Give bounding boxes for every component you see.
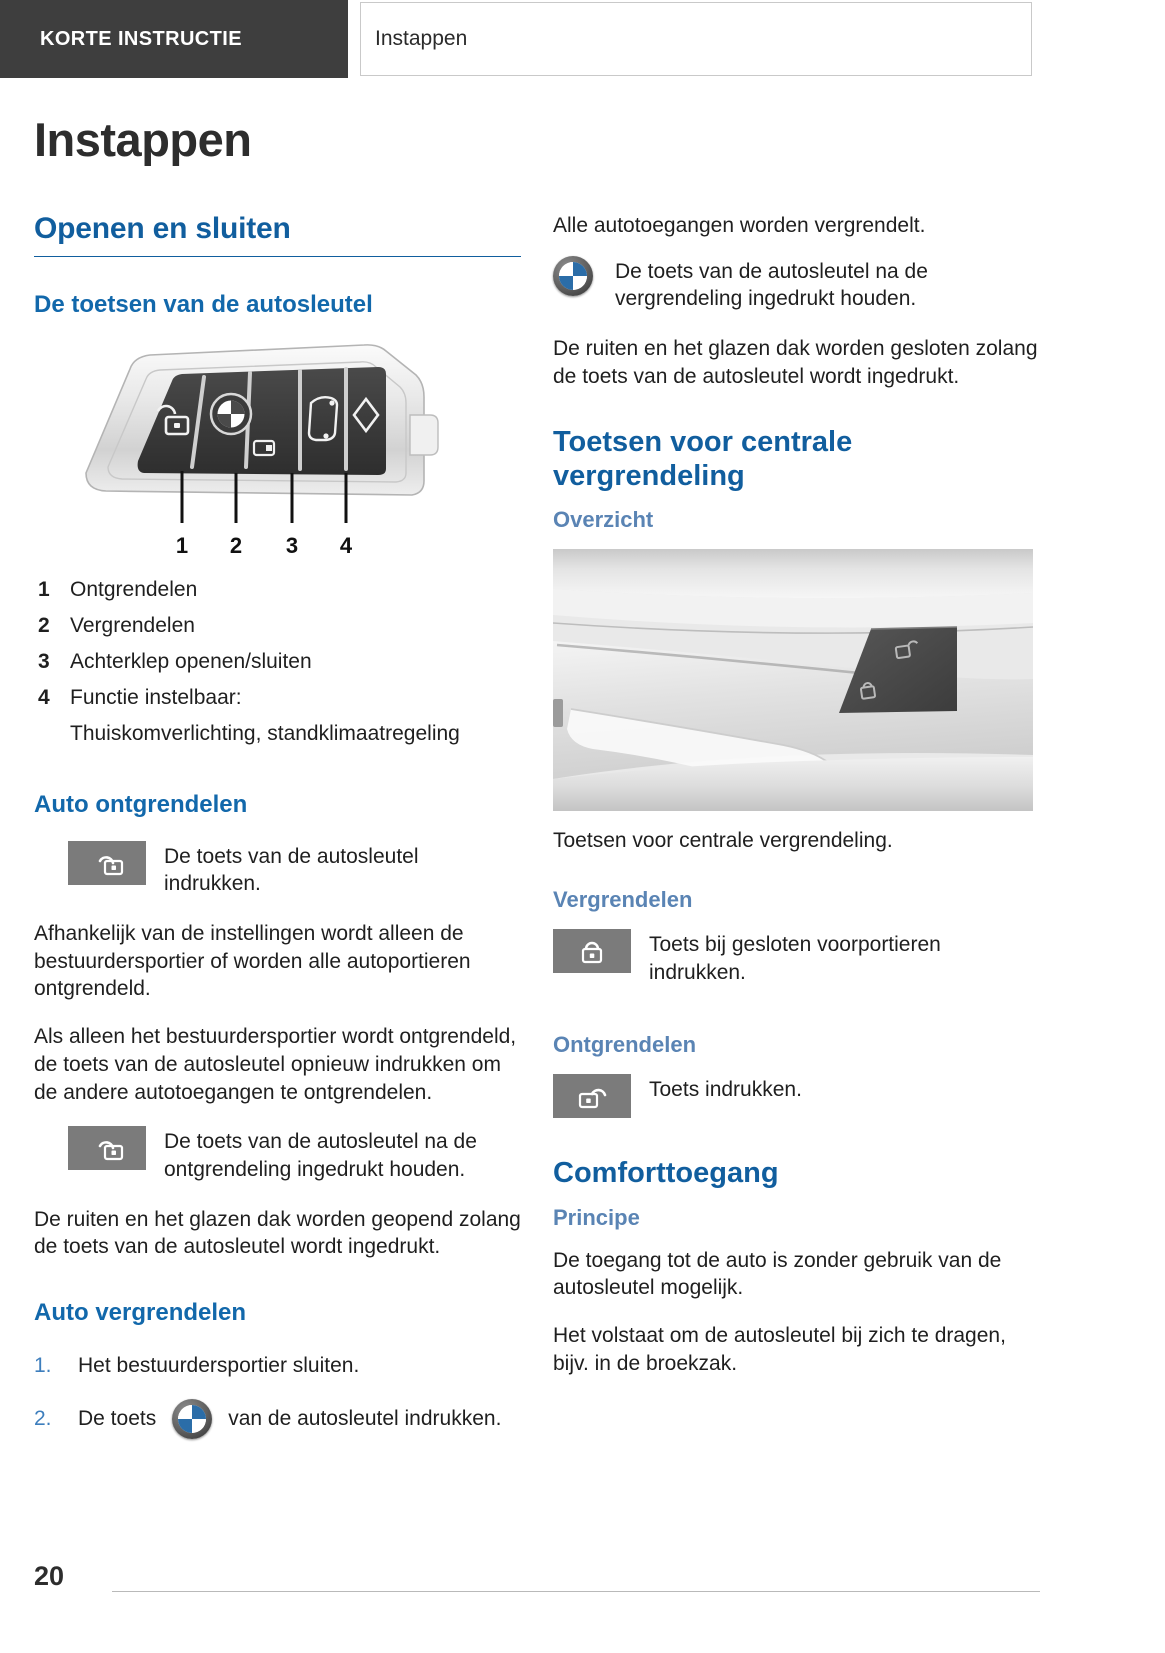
bmw-quadrant-3 [559,276,573,290]
unlock-button-icon-cell-3 [553,1074,631,1118]
unlock-icon-glyph [572,1081,612,1111]
unlock-icon [553,1074,631,1118]
footer-divider [112,1591,1040,1592]
bmw-quadrant-4 [573,276,587,290]
bmw-icon-cell [553,256,593,296]
heading-vergrendelen: Vergrendelen [553,887,693,913]
unlock-icon [68,841,146,885]
icon-row-lock [553,929,1040,986]
lock-icon [553,929,631,973]
unlock-button-icon-cell-2 [68,1126,146,1170]
bmw-quadrant-3 [178,1419,192,1433]
unlock-icon-glyph [87,1133,127,1163]
right-column [553,212,1040,1398]
heading-comforttoegang: Comforttoegang [553,1157,779,1190]
icon-row-unlock-central [553,1074,1040,1118]
keyfob-callout-3: 3 [285,533,299,556]
section-heading-openen-en-sluiten: Openen en sluiten [34,212,291,245]
icon-row-text: Toets bij gesloten voorportieren indrukken. [649,933,941,984]
bmw-quadrant-1 [178,1405,192,1419]
page-number: 20 [34,1561,65,1591]
legend-number: 1 [38,578,50,601]
heading-auto-vergrendelen: Auto vergrendelen [34,1299,247,1327]
lock-button-icon-cell [553,929,631,973]
heading-overzicht: Overzicht [553,507,654,533]
list-item [38,572,521,608]
keyfob-bmw-icon [211,394,251,434]
bmw-roundel-icon [553,256,593,296]
step-text: Het bestuurdersportier sluiten. [78,1354,360,1378]
bmw-roundel-icon [172,1399,212,1439]
list-item [34,1399,521,1439]
bmw-quadrant-2 [573,262,587,276]
auto-lock-steps [34,1349,521,1439]
subheading-key-buttons: De toetsen van de autosleutel [34,291,373,318]
icon-row-text: De toets van de autosleutel na de vergrendeling ingedrukt houden. [615,259,928,311]
list-item [38,608,521,644]
breadcrumb-label: Instappen [375,27,468,50]
icon-row-unlock-hold [68,1126,521,1183]
para-all-locked: Alle autotoegangen worden vergrendelt. [553,214,926,237]
para-auto-unlock-1: Afhankelijk van de instellingen wordt alleen de bestuurdersportier of worden alle autoportieren ontgrendeld. [34,921,471,1001]
para-auto-unlock-2: Als alleen het bestuurdersportier wordt ontgrendeld, de toets van de autosleutel opnieuw indrukken om de andere autotoegangen te ontgrendelen. [34,1025,517,1104]
header-tag-block [0,0,348,78]
bmw-quadrant-1 [559,262,573,276]
icon-row-text: De toets van de autosleutel indrukken. [164,844,419,896]
keyfob-illustration [78,341,498,556]
step-text-after: van de autosleutel indrukken. [228,1406,502,1430]
door-panel-photo [553,549,1033,811]
photo-caption: Toetsen voor centrale vergrendeling. [553,829,893,853]
step-number: 2. [34,1406,52,1430]
page-header [0,0,1165,78]
list-item [38,644,521,680]
para-comfort-1: De toegang tot de auto is zonder gebruik van de autosleutel mogelijk. [553,1248,1002,1300]
list-item [34,1349,521,1383]
heading-auto-ontgrendelen: Auto ontgrendelen [34,790,248,818]
legend-sublabel: Thuiskomverlichting, standklimaatregeling [70,722,460,746]
bmw-quadrant-2 [192,1405,206,1419]
lock-icon-glyph [572,936,612,966]
step-text-before: De toets [78,1406,157,1430]
legend-label: Functie instelbaar: [70,686,242,710]
bmw-roundel-inner [559,262,587,290]
para-windows-close: De ruiten en het glazen dak worden gesloten zolang de toets van de autosleutel wordt ingedrukt. [553,337,1038,388]
bmw-quadrant-4 [192,1419,206,1433]
left-column [34,212,521,1455]
door-panel-illustration [553,549,1033,811]
heading-central-locking: Toetsen voor centrale vergrendeling [553,425,853,492]
para-auto-unlock-3: De ruiten en het glazen dak worden geopend zolang de toets van de autosleutel wordt ingedrukt. [34,1207,521,1259]
keyfob-figure [78,341,498,556]
step-number: 1. [34,1354,52,1378]
para-comfort-2: Het volstaat om de autosleutel bij zich te dragen, bijv. in de broekzak. [553,1324,1006,1375]
icon-row-bmw-hold [553,256,1040,313]
section-rule [34,256,521,257]
legend-label: Achterklep openen/sluiten [70,650,312,674]
list-item-sub [38,716,521,752]
page-title: Instappen [34,113,252,166]
keyfob-legend-list [38,572,521,753]
legend-number: 4 [38,686,50,710]
icon-row-text: De toets van de autosleutel na de ontgrendeling ingedrukt houden. [164,1130,477,1182]
icon-row-text: Toets indrukken. [649,1078,802,1102]
header-tag-label: KORTE INSTRUCTIE [40,27,242,50]
legend-number: 3 [38,650,50,674]
legend-number: 2 [38,614,50,638]
unlock-button-icon-cell [68,841,146,885]
unlock-icon-glyph [87,848,127,878]
heading-ontgrendelen: Ontgrendelen [553,1032,697,1058]
list-item [38,680,521,716]
legend-label: Vergrendelen [70,614,195,638]
keyfob-callout-4: 4 [339,533,353,556]
bmw-roundel-inner [178,1405,206,1433]
page-footer [34,1561,1040,1601]
unlock-icon [68,1126,146,1170]
keyfob-callout-1: 1 [175,533,189,556]
heading-principe: Principe [553,1204,640,1230]
icon-row-unlock-press [68,841,521,898]
breadcrumb [360,2,1032,76]
legend-label: Ontgrendelen [70,578,198,601]
keyfob-callout-2: 2 [229,533,243,556]
